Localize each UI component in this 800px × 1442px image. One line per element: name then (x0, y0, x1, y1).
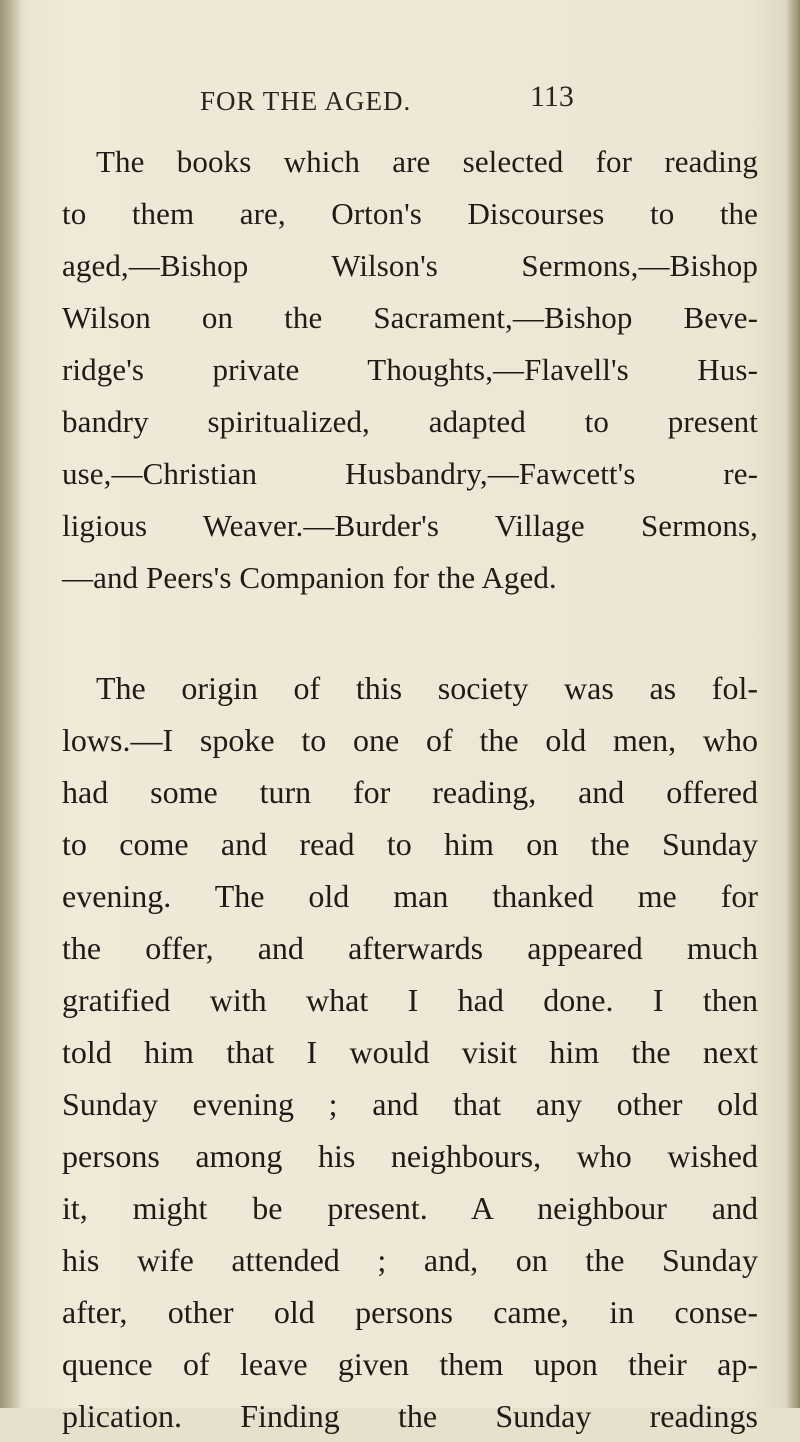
page-edge (786, 0, 800, 1408)
text-line: ridge's private Thoughts,—Flavell's Hus- (62, 352, 758, 387)
text-line: Sunday evening ; and that any other old (62, 1086, 758, 1122)
text-line: aged,—Bishop Wilson's Sermons,—Bishop (62, 248, 758, 283)
binding-gutter (0, 0, 22, 1408)
text-line: Wilson on the Sacrament,—Bishop Beve- (62, 300, 758, 335)
text-line: —and Peers's Companion for the Aged. (62, 560, 557, 595)
text-line: his wife attended ; and, on the Sunday (62, 1242, 758, 1278)
text-line: it, might be present. A neighbour and (62, 1190, 758, 1226)
text-line: the offer, and afterwards appeared much (62, 930, 758, 966)
text-line: use,—Christian Husbandry,—Fawcett's re- (62, 456, 758, 491)
text-line: gratified with what I had done. I then (62, 982, 758, 1018)
text-line: The origin of this society was as fol- (96, 670, 758, 706)
paragraph-book-list (58, 136, 758, 604)
text-line: The books which are selected for reading (96, 144, 758, 179)
text-line: persons among his neighbours, who wished (62, 1138, 758, 1174)
paragraph-society-origin (58, 662, 758, 1442)
text-line: to them are, Orton's Discourses to the (62, 196, 758, 231)
paragraph-gap (58, 604, 758, 662)
text-line: told him that I would visit him the next (62, 1034, 758, 1070)
running-title: FOR THE AGED. (200, 86, 412, 116)
text-line: bandry spiritualized, adapted to present (62, 404, 758, 439)
text-line: after, other old persons came, in conse- (62, 1294, 758, 1330)
text-line: lows.—I spoke to one of the old men, who (62, 722, 758, 758)
text-line: evening. The old man thanked me for (62, 878, 758, 914)
text-line: ligious Weaver.—Burder's Village Sermons, (62, 508, 758, 543)
page-number: 113 (530, 80, 574, 113)
text-line: to come and read to him on the Sunday (62, 826, 758, 862)
body-text (58, 136, 758, 1442)
text-line: quence of leave given them upon their ap- (62, 1346, 758, 1382)
text-line: plication. Finding the Sunday readings (62, 1398, 758, 1434)
running-head (200, 80, 630, 124)
text-line: had some turn for reading, and offered (62, 774, 758, 810)
